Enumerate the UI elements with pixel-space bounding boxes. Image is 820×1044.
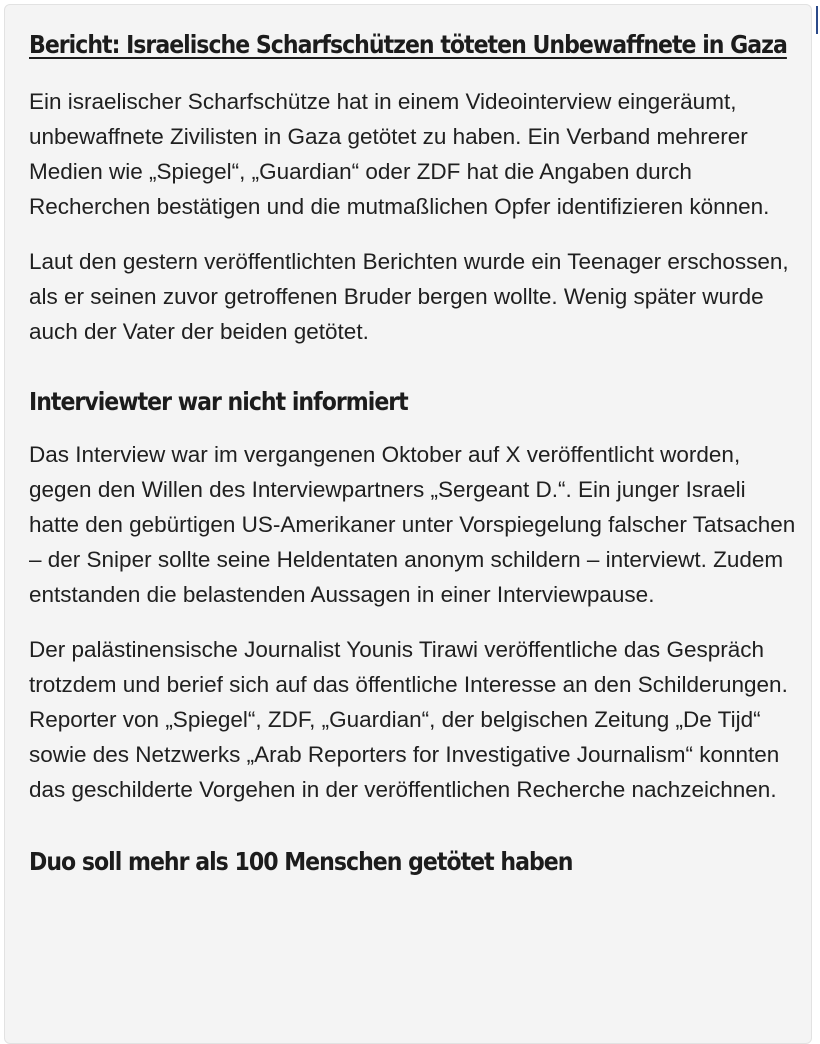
subheading-interview: Interviewter war nicht informiert: [29, 387, 408, 416]
article-card: [4, 4, 812, 1044]
article-headline-link[interactable]: Bericht: Israelische Scharfschützen töteten Unbewaffnete in Gaza: [29, 30, 787, 59]
subheading-duo: Duo soll mehr als 100 Menschen getötet haben: [29, 847, 573, 876]
paragraph-interview: Das Interview war im vergangenen Oktober auf X veröffentlicht worden, gegen den Willen des Interviewpartners „Sergeant D.“. Ein junger Israeli hatte den gebürtigen US-Amerikaner unter Vorspiegelung falscher Tatsachen – der Sniper sollte seine Heldentaten anonym schildern – interviewt. Zudem entstanden die belastenden Aussagen in einer Interviewpause.: [29, 442, 796, 607]
scrollbar-thumb[interactable]: [816, 6, 818, 34]
article-content: [29, 27, 799, 897]
paragraph-details: Laut den gestern veröffentlichten Berichten wurde ein Teenager erschossen, als er seinen zuvor getroffenen Bruder bergen wollte. Wenig später wurde auch der Vater der beiden getötet.: [29, 249, 789, 344]
paragraph-intro: Ein israelischer Scharfschütze hat in einem Videointerview eingeräumt, unbewaffnete Zivilisten in Gaza getötet zu haben. Ein Verband mehrerer Medien wie „Spiegel“, „Guardian“ oder ZDF hat die Angaben durch Recherchen bestätigen und die mutmaßlichen Opfer identifizieren können.: [29, 89, 770, 219]
paragraph-journalist: Der palästinensische Journalist Younis Tirawi veröffentliche das Gespräch trotzdem und berief sich auf das öffentliche Interesse an den Schilderungen. Reporter von „Spiegel“, ZDF, „Guardian“, der belgischen Zeitung „De Tijd“ sowie des Netzwerks „Arab Reporters for Investigative Journalism“ konnten das geschilderte Vorgehen in der veröffentlichen Recherche nachzeichnen.: [29, 637, 788, 802]
